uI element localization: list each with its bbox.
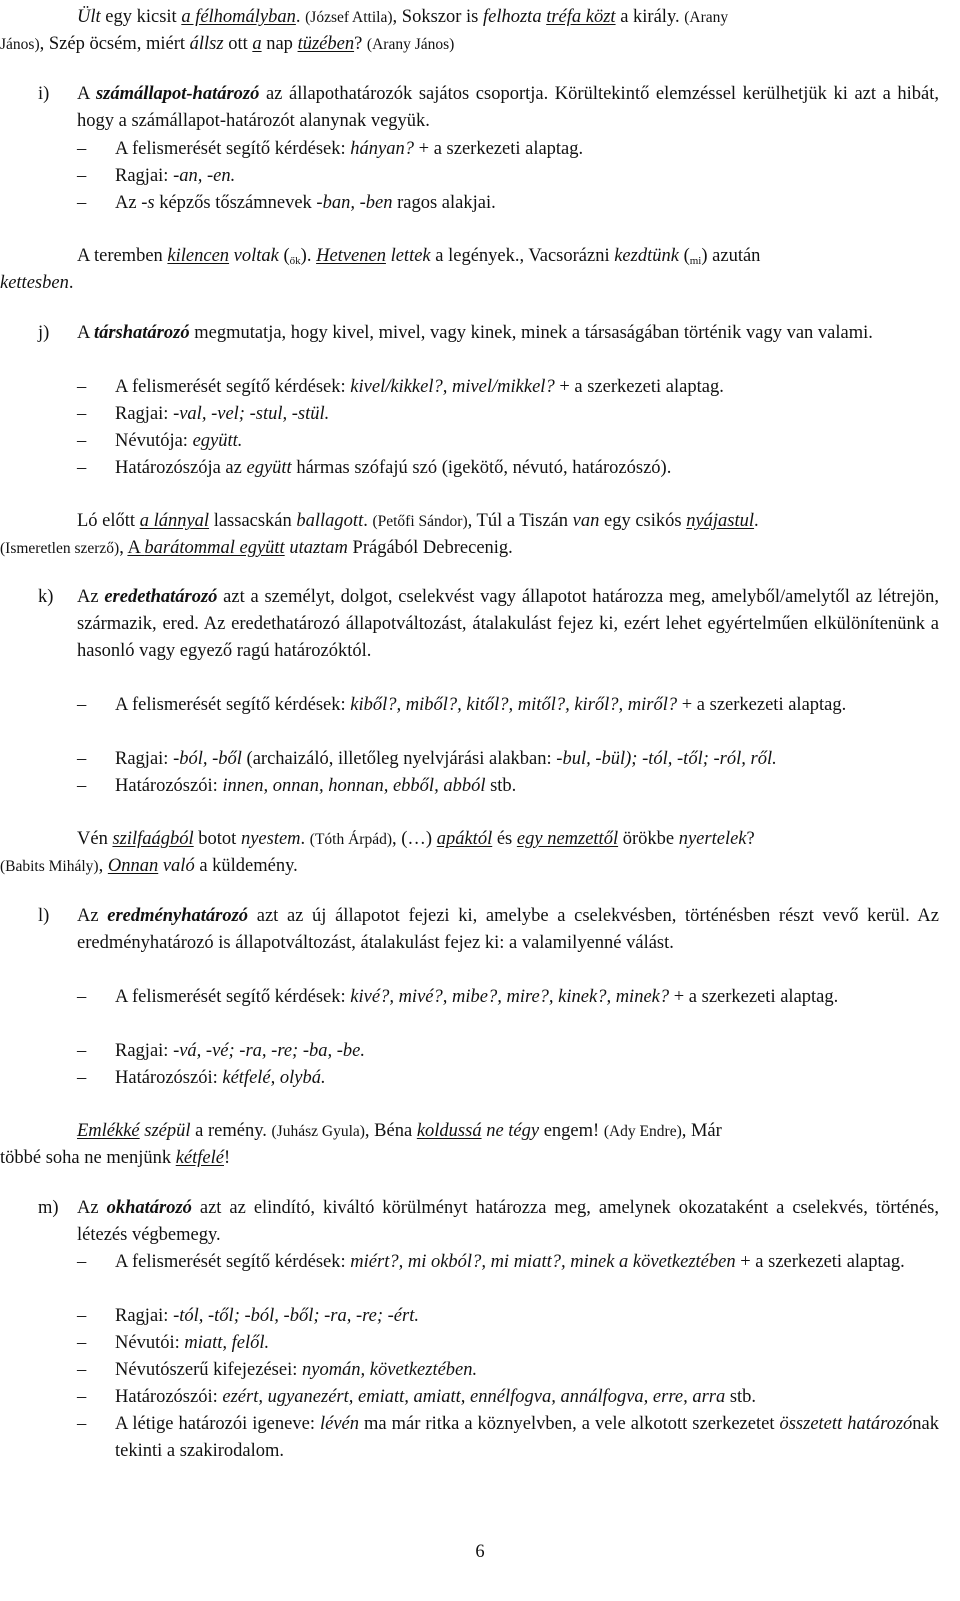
text-span: voltak — [233, 246, 279, 266]
text-span: -val, -vel; -stul, -stül. — [173, 404, 330, 424]
text-span: stb. — [485, 776, 517, 796]
text-span: ( — [278, 246, 290, 266]
bullet-line — [115, 1038, 365, 1065]
text-span: azt a személyt, dolgot, cselekvést vagy állapotot határozza meg, amelyből/amelytől az létrejön, származik, ered. Az eredethatározó állapotváltozást, átalakulást fejez ki, ezért lehet egyértelműen elkülönítenünk a hasonló vagy egyező ragú határozóktól. — [77, 587, 939, 661]
bullet-dash: – — [77, 1068, 87, 1088]
text-span: A létige határozói igeneve: — [115, 1414, 320, 1434]
text-span: Határozószói: — [115, 1387, 223, 1407]
text-span: ne tégy — [486, 1121, 540, 1141]
underlined-phrase: koldussá — [416, 1121, 482, 1141]
bullet-dash: – — [77, 749, 87, 769]
term: társhatározó — [93, 323, 190, 343]
text-span: megmutatja, hogy kivel, mivel, vagy kinek, minek a társaságában történik vagy van valami. — [189, 323, 873, 343]
bullet-dash: – — [77, 166, 87, 186]
bullet-line — [115, 1065, 326, 1092]
text-span: Az — [77, 587, 105, 607]
text-span: nyestem — [240, 829, 301, 849]
bullet-line — [115, 428, 242, 455]
text-span: (archaizáló, illetőleg nyelvjárási alakban: — [241, 749, 557, 769]
text-span: ezért, ugyanezért, emiatt, amiatt, ennélfogva, annálfogva, erre, arra — [222, 1387, 726, 1407]
bullet-line — [115, 374, 724, 401]
underlined-phrase: egy nemzettől — [516, 829, 619, 849]
author-citation: (Babits Mihály) — [0, 858, 99, 875]
section-paragraph — [77, 1195, 939, 1249]
text-span: azt az elindító, kiváltó körülményt határozza meg, amelynek okozataként a cselekvés, történés, létezés végbemegy. — [77, 1198, 939, 1245]
text-span: állsz — [189, 34, 224, 54]
example-line — [0, 31, 454, 58]
text-span: -ból, -ből — [173, 749, 242, 769]
bullet-dash: – — [77, 1387, 87, 1407]
text-span: ragos alakjai. — [392, 193, 496, 213]
bullet-dash: – — [77, 1414, 87, 1434]
text-span: Ragjai: — [115, 404, 174, 424]
bullet-line — [115, 984, 939, 1011]
underlined-phrase: A — [127, 538, 145, 558]
text-span: . — [754, 511, 759, 531]
text-span: lettek — [390, 246, 431, 266]
text-span: Határozószói: — [115, 776, 223, 796]
text-span: kettesben — [0, 273, 69, 293]
text-span: -vá, -vé; -ra, -re; -ba, -be. — [173, 1041, 365, 1061]
bullet-dash: – — [77, 139, 87, 159]
text-span: nak tekinti a szakirodalom. — [115, 1414, 940, 1461]
text-span: a legények. — [430, 246, 520, 266]
section-paragraph — [77, 81, 939, 135]
text-span: egy kicsit — [100, 7, 182, 27]
bullet-line — [115, 1249, 939, 1276]
example-line — [77, 4, 728, 31]
text-span: . — [300, 829, 310, 849]
bullet-dash: – — [77, 458, 87, 478]
text-span: hármas szófajú szó (igekötő, névutó, határozószó). — [291, 458, 672, 478]
text-span: innen, onnan, honnan, ebből, abból — [222, 776, 486, 796]
text-span: Az — [115, 193, 142, 213]
text-span: hányan? — [350, 139, 415, 159]
text-span: ( — [678, 246, 690, 266]
text-span: + a szerkezeti alaptag. — [677, 695, 847, 715]
example-line — [77, 826, 755, 853]
text-span: A teremben — [77, 246, 168, 266]
text-span: engem! — [539, 1121, 604, 1141]
text-span: a remény. — [190, 1121, 272, 1141]
text-span: ! — [223, 1148, 231, 1168]
text-span: miatt, felől. — [184, 1333, 270, 1353]
text-span: örökbe — [618, 829, 679, 849]
section-marker: j) — [38, 323, 50, 343]
text-span: A — [77, 84, 96, 104]
bullet-line — [115, 1411, 939, 1465]
text-span: ) azután — [701, 246, 761, 266]
bullet-dash: – — [77, 1252, 87, 1272]
text-span: , Béna — [364, 1121, 417, 1141]
text-span: A felismerését segítő kérdések: — [115, 139, 351, 159]
text-span: Ragjai: — [115, 166, 174, 186]
term: eredményhatározó — [107, 906, 249, 926]
text-span: + a szerkezeti alaptag. — [669, 987, 839, 1007]
underlined-phrase: szilfaágból — [112, 829, 194, 849]
text-span: van — [572, 511, 600, 531]
bullet-dash: – — [77, 1041, 87, 1061]
section-marker: m) — [38, 1198, 59, 1218]
text-span: ? — [746, 829, 755, 849]
author-citation: János) — [0, 36, 40, 53]
text-span: + a szerkezeti alaptag. — [735, 1252, 905, 1272]
text-span: a küldemény. — [194, 856, 298, 876]
underlined-phrase: kilencen — [167, 246, 230, 266]
example-line — [0, 1145, 230, 1172]
text-span: képzős tőszámnevek — [154, 193, 317, 213]
bullet-line — [115, 1330, 269, 1357]
term: eredethatározó — [104, 587, 218, 607]
bullet-line — [115, 773, 516, 800]
section-marker: l) — [38, 906, 50, 926]
text-span: Ragjai: — [115, 749, 174, 769]
text-span: -ban, -ben — [316, 193, 393, 213]
text-span: lévén — [319, 1414, 360, 1434]
text-span: Névutói: — [115, 1333, 185, 1353]
term: okhatározó — [106, 1198, 192, 1218]
author-citation: (Ismeretlen szerző) — [0, 540, 120, 557]
text-span: miért?, mi okból?, mi miatt?, minek a következtében — [350, 1252, 736, 1272]
bullet-line — [115, 455, 671, 482]
bullet-line — [115, 401, 329, 428]
text-span: Az — [77, 1198, 107, 1218]
text-span: Névutószerű kifejezései: — [115, 1360, 302, 1380]
text-span: + a szerkezeti alaptag. — [414, 139, 584, 159]
text-span: Prágából Debrecenig. — [347, 538, 513, 558]
text-span: nyomán, következtében. — [301, 1360, 478, 1380]
underlined-phrase: a félhomályban — [181, 7, 296, 27]
author-citation: (Petőfi Sándor) — [372, 513, 468, 530]
text-span: ballagott — [296, 511, 364, 531]
bullet-dash: – — [77, 377, 87, 397]
text-span: a király. — [615, 7, 685, 27]
bullet-line — [115, 692, 939, 719]
text-span: kivé?, mivé?, mibe?, mire?, kinek?, minek? — [350, 987, 670, 1007]
text-span: lassacskán — [209, 511, 297, 531]
text-span: szépül — [144, 1121, 191, 1141]
underlined-phrase: a lánnyal — [139, 511, 210, 531]
text-span: -bul, -bül); -tól, -től; -ról, ről. — [556, 749, 777, 769]
text-span: botot — [193, 829, 241, 849]
text-span: , Sokszor is — [392, 7, 483, 27]
bullet-line — [115, 746, 777, 773]
underlined-phrase: barátommal együtt — [144, 538, 285, 558]
text-span: Ragjai: — [115, 1306, 174, 1326]
text-span: Vén — [77, 829, 113, 849]
section-paragraph — [77, 320, 939, 347]
text-span: nap — [261, 34, 298, 54]
author-citation: (Arany János) — [366, 36, 455, 53]
page-number: 6 — [475, 1542, 485, 1562]
text-span: ott — [223, 34, 253, 54]
text-span: , — [119, 538, 128, 558]
author-citation: (Tóth Árpád) — [309, 831, 393, 848]
underlined-phrase: tréfa közt — [546, 7, 616, 27]
term: számállapot-határozó — [95, 84, 260, 104]
text-span: nyertelek — [678, 829, 747, 849]
text-span: való — [162, 856, 195, 876]
subscript: ők — [289, 255, 301, 267]
underlined-phrase: a — [252, 34, 262, 54]
text-span: Ragjai: — [115, 1041, 174, 1061]
text-span: , Már — [681, 1121, 722, 1141]
underlined-phrase: apáktól — [436, 829, 493, 849]
text-span: Határozószója az — [115, 458, 247, 478]
text-span: együtt — [246, 458, 292, 478]
author-citation: (József Attila) — [305, 9, 393, 26]
bullet-dash: – — [77, 1333, 87, 1353]
text-span: kezdtünk — [614, 246, 679, 266]
example-line — [77, 1118, 722, 1145]
subscript: mi — [689, 255, 702, 267]
text-span: A felismerését segítő kérdések: — [115, 1252, 351, 1272]
text-span: A felismerését segítő kérdések: — [115, 987, 351, 1007]
text-span: Határozószói: — [115, 1068, 223, 1088]
text-span: felhozta — [482, 7, 542, 27]
bullet-dash: – — [77, 1360, 87, 1380]
example-line — [0, 270, 73, 297]
underlined-phrase: Emlékké — [77, 1121, 140, 1141]
bullet-dash: – — [77, 776, 87, 796]
underlined-phrase: tüzében — [297, 34, 355, 54]
example-line — [0, 853, 298, 880]
text-span: ? — [354, 34, 367, 54]
underlined-phrase: nyájastul — [686, 511, 755, 531]
bullet-dash: – — [77, 695, 87, 715]
underlined-phrase: Hetvenen — [316, 246, 386, 266]
bullet-dash: – — [77, 431, 87, 451]
text-span: Ló előtt — [77, 511, 140, 531]
text-span: ). — [300, 246, 317, 266]
text-span: ma már ritka a köznyelvben, a vele alkotott szerkezetet — [359, 1414, 780, 1434]
text-span: , — [98, 856, 108, 876]
text-span: kiből?, miből?, kitől?, mitől?, kiről?, miről? — [350, 695, 678, 715]
text-span: többé soha ne menjünk — [0, 1148, 176, 1168]
bullet-line — [115, 163, 235, 190]
text-span: . — [68, 273, 74, 293]
text-span: Ült — [77, 7, 101, 27]
bullet-line — [115, 1384, 756, 1411]
bullet-line — [115, 136, 583, 163]
text-span: egy csikós — [599, 511, 687, 531]
bullet-line — [115, 190, 496, 217]
text-span: , Vacsorázni — [519, 246, 615, 266]
bullet-dash: – — [77, 1306, 87, 1326]
text-span: A — [77, 323, 94, 343]
section-marker: k) — [38, 587, 54, 607]
text-span: A felismerését segítő kérdések: — [115, 377, 351, 397]
text-span: -tól, -től; -ból, -ből; -ra, -re; -ért. — [173, 1306, 419, 1326]
section-paragraph — [77, 584, 939, 665]
author-citation: (Juhász Gyula) — [271, 1123, 365, 1140]
text-span: . — [363, 511, 373, 531]
underlined-phrase: kétfelé — [175, 1148, 224, 1168]
text-span: együtt. — [192, 431, 243, 451]
underlined-phrase: Onnan — [107, 856, 159, 876]
text-span: az állapothatározók sajátos csoportja. Körültekintő elemzéssel kerülhetjük ki azt a hibát, hogy a számállapot-határozót alanynak vegyük. — [77, 84, 940, 131]
text-span: Az — [77, 906, 108, 926]
bullet-dash: – — [77, 987, 87, 1007]
example-line — [77, 243, 760, 270]
text-span: Névutója: — [115, 431, 193, 451]
bullet-line — [115, 1357, 477, 1384]
text-span: azt az új állapotot fejezi ki, amelybe a cselekvésben, történésben részt vevő kerül. Az eredményhatározó is állapotváltozást, átalakulást fejez ki: a valamilyenné válást. — [77, 906, 940, 953]
bullet-line — [115, 1303, 419, 1330]
text-span: , (…) — [392, 829, 437, 849]
text-span: . — [295, 7, 306, 27]
text-span: , Szép öcsém, miért — [39, 34, 190, 54]
text-span: A felismerését segítő kérdések: — [115, 695, 351, 715]
text-span: és — [492, 829, 517, 849]
author-citation: (Ady Endre) — [603, 1123, 682, 1140]
text-span: -s — [141, 193, 155, 213]
example-line — [77, 508, 759, 535]
text-span: kivel/kikkel?, mivel/mikkel? — [350, 377, 555, 397]
section-marker: i) — [38, 84, 50, 104]
section-paragraph — [77, 903, 939, 957]
text-span: + a szerkezeti alaptag. — [554, 377, 724, 397]
text-span: összetett határozó — [779, 1414, 913, 1434]
text-span: kétfelé, olybá. — [222, 1068, 326, 1088]
bullet-dash: – — [77, 404, 87, 424]
author-citation: (Arany — [684, 9, 729, 26]
text-span: utaztam — [289, 538, 348, 558]
bullet-dash: – — [77, 193, 87, 213]
text-span: -an, -en. — [173, 166, 236, 186]
example-line — [0, 535, 513, 562]
text-span: stb. — [725, 1387, 757, 1407]
text-span: , Túl a Tiszán — [467, 511, 573, 531]
